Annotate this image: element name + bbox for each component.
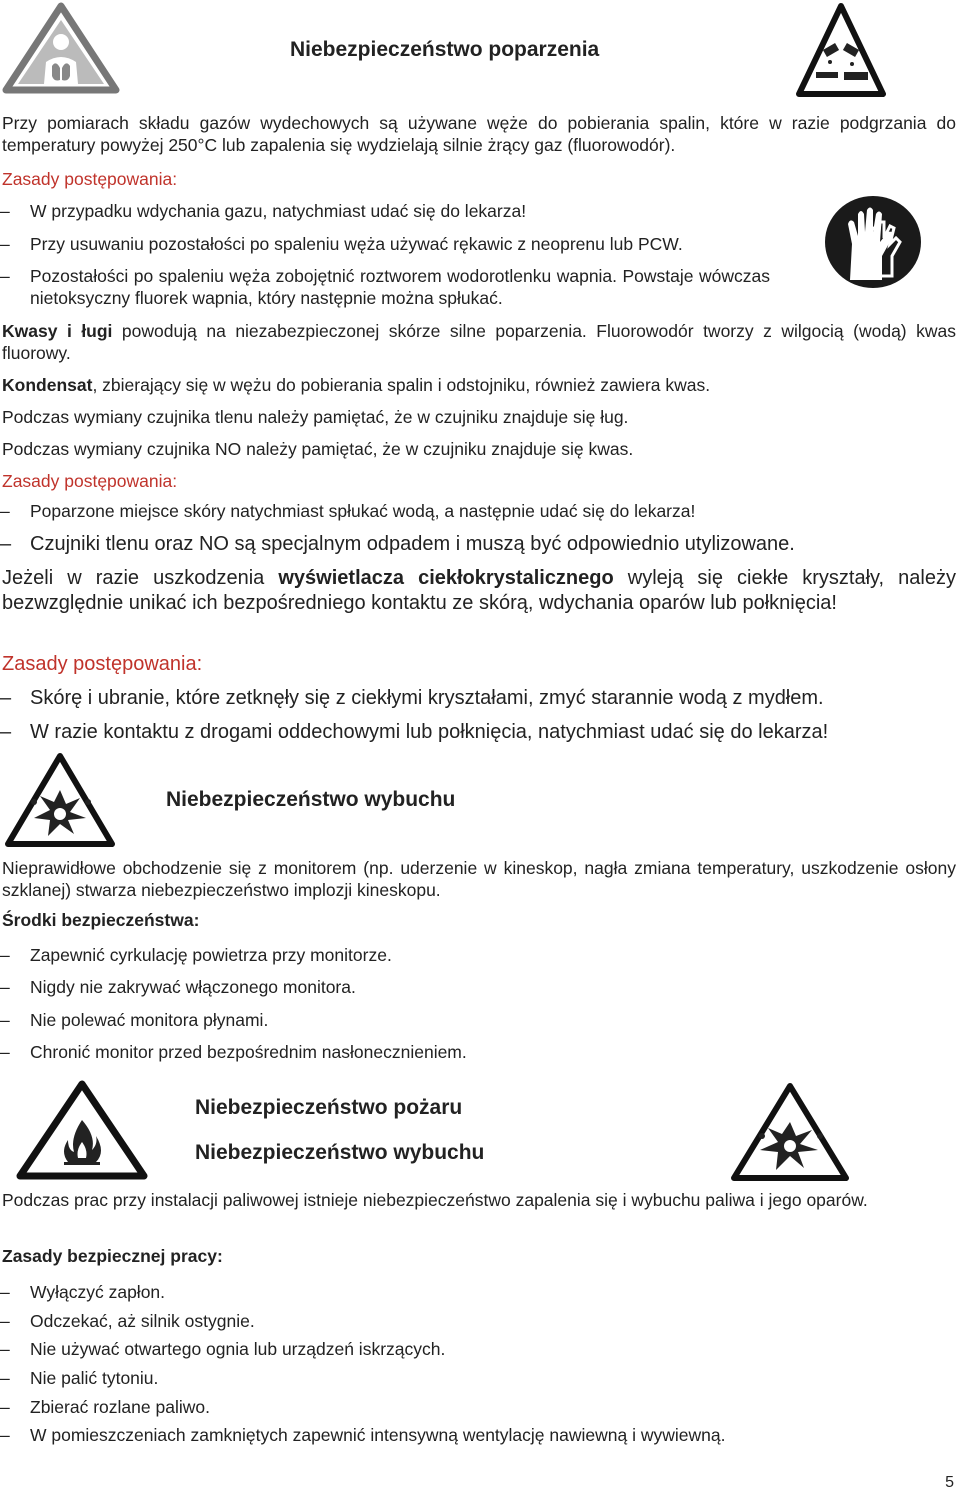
oxygen-sensor-note: Podczas wymiany czujnika tlenu należy pamiętać, że w czujniku znajduje się ług.	[2, 407, 629, 427]
lcd-paragraph	[2, 566, 956, 616]
burn-intro: Przy pomiarach składu gazów wydechowych są używane węże do pobierania spalin, które w razie podgrzania do temperatury powyżej 250°C lub zapalenia się wydzielają silnie żrący gaz (fluorowodór).	[2, 113, 956, 155]
dash: –	[0, 1042, 10, 1062]
burn-hazard-title: Niebezpieczeństwo poparzenia	[290, 38, 600, 61]
dash: –	[0, 1311, 10, 1331]
safe-work-label: Zasady bezpiecznej pracy:	[2, 1246, 223, 1266]
toxic-gas-warning-icon	[2, 2, 120, 94]
acids-paragraph	[2, 320, 956, 364]
fire-intro: Podczas prac przy instalacji paliwowej istnieje niebezpieczeństwo zapalenia się i wybuchu paliwa i jego oparów.	[2, 1190, 868, 1210]
fire-hazard-title: Niebezpieczeństwo pożaru	[195, 1096, 463, 1119]
dash: –	[0, 1425, 10, 1445]
acids-bold: Kwasy i ługi	[2, 321, 113, 341]
rules-label-2: Zasady postępowania:	[2, 471, 178, 491]
condensate-bold: Kondensat	[2, 375, 93, 395]
list-item-text: Nigdy nie zakrywać włączonego monitora.	[30, 977, 356, 997]
dash: –	[0, 1010, 10, 1030]
list-item-text: Nie polewać monitora płynami.	[30, 1010, 269, 1030]
list-item-text: Chronić monitor przed bezpośrednim nasłonecznieniem.	[30, 1042, 467, 1062]
dash: –	[0, 945, 10, 965]
flammable-warning-icon	[16, 1080, 148, 1180]
dash: –	[0, 266, 10, 286]
dash: –	[0, 201, 10, 221]
list-item-text: Nie używać otwartego ognia lub urządzeń iskrzących.	[30, 1339, 446, 1359]
list-item-text: W razie kontaktu z drogami oddechowymi lub połknięcia, natychmiast udać się do lekarza!	[30, 721, 829, 743]
page-number: 5	[945, 1474, 954, 1491]
explosion-warning-icon	[730, 1082, 850, 1182]
list-item-text: Odczekać, aż silnik ostygnie.	[30, 1311, 255, 1331]
dash: –	[0, 1339, 10, 1359]
dash: –	[0, 501, 10, 521]
acids-rest: powodują na niezabezpieczonej skórze silne poparzenia. Fluorowodór tworzy z wilgocią (wodą) kwas fluorowy.	[2, 321, 956, 363]
wear-gloves-icon	[820, 192, 926, 292]
dash: –	[0, 977, 10, 997]
lcd-post: wyleją się ciekłe kryształy, należy bezwzględnie unikać ich bezpośredniego kontaktu ze skórą, wdychania oparów lub połknięcia!	[2, 567, 956, 614]
no-sensor-note: Podczas wymiany czujnika NO należy pamiętać, że w czujniku znajduje się kwas.	[2, 439, 634, 459]
list-item-text: Czujniki tlenu oraz NO są specjalnym odpadem i muszą być odpowiednio utylizowane.	[30, 533, 795, 555]
condensate-rest: , zbierający się w wężu do pobierania spalin i odstojniku, również zawiera kwas.	[92, 375, 711, 395]
measures-label: Środki bezpieczeństwa:	[2, 910, 200, 930]
list-item-text: W pomieszczeniach zamkniętych zapewnić intensywną wentylację nawiewną i wywiewną.	[30, 1425, 726, 1445]
dash: –	[0, 234, 10, 254]
list-item-text: W przypadku wdychania gazu, natychmiast udać się do lekarza!	[30, 201, 527, 221]
dash: –	[0, 1282, 10, 1302]
explosion-warning-icon	[4, 752, 116, 848]
dash: –	[0, 533, 12, 555]
list-item-text: Skórę i ubranie, które zetknęły się z ciekłymi kryształami, zmyć starannie wodą z mydłem.	[30, 687, 824, 709]
list-item-text: Zbierać rozlane paliwo.	[30, 1397, 210, 1417]
rules-label-3: Zasady postępowania:	[2, 653, 203, 675]
dash: –	[0, 1397, 10, 1417]
list-item-text: Nie palić tytoniu.	[30, 1368, 159, 1388]
list-item-text: Przy usuwaniu pozostałości po spaleniu węża używać rękawic z neoprenu lub PCW.	[30, 234, 683, 254]
lcd-bold: wyświetlacza ciekłokrystalicznego	[278, 567, 614, 589]
condensate-paragraph	[2, 374, 710, 396]
explosion-hazard-title: Niebezpieczeństwo wybuchu	[166, 788, 456, 811]
list-item-text: Poparzone miejsce skóry natychmiast spłukać wodą, a następnie udać się do lekarza!	[30, 501, 696, 521]
rules-label-1: Zasady postępowania:	[2, 169, 178, 189]
lcd-pre: Jeżeli w razie uszkodzenia	[2, 567, 279, 589]
list-item-text: Wyłączyć zapłon.	[30, 1282, 166, 1302]
corrosive-warning-icon	[796, 2, 886, 98]
fire-explosion-title: Niebezpieczeństwo wybuchu	[195, 1141, 485, 1164]
dash: –	[0, 721, 12, 743]
dash: –	[0, 1368, 10, 1388]
dash: –	[0, 687, 12, 709]
explosion-intro: Nieprawidłowe obchodzenie się z monitorem (np. uderzenie w kineskop, nagła zmiana temperatury, uszkodzenie osłony szklanej) stwarza niebezpieczeństwo implozji kineskopu.	[2, 858, 956, 900]
list-item-text: Pozostałości po spaleniu węża zobojętnić roztworem wodorotlenku wapnia. Powstaje wówczas nietoksyczny fluorek wapnia, który następnie można spłukać.	[30, 266, 770, 308]
list-item-text: Zapewnić cyrkulację powietrza przy monitorze.	[30, 945, 392, 965]
